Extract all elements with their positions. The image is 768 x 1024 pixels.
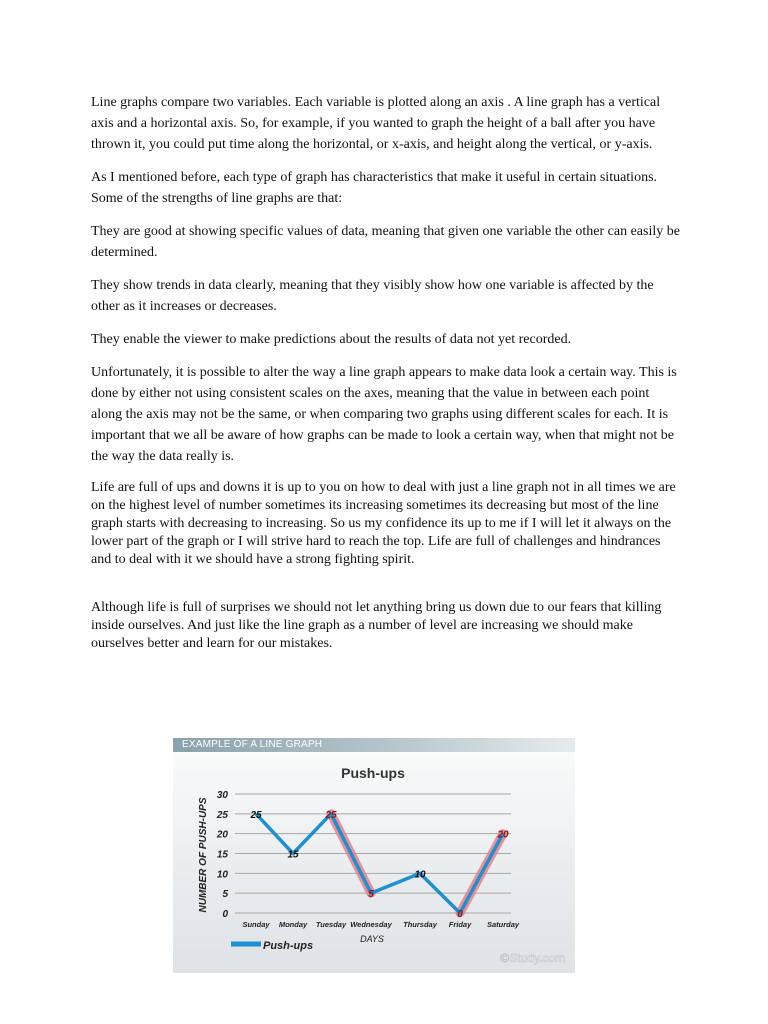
x-axis-label: DAYS bbox=[360, 934, 384, 944]
study-com-watermark: ©Study.com bbox=[500, 951, 565, 965]
y-tick-label: 15 bbox=[216, 849, 228, 861]
data-label: 15 bbox=[287, 849, 299, 861]
figure-banner-text: EXAMPLE OF A LINE GRAPH bbox=[182, 739, 323, 750]
y-tick-label: 30 bbox=[216, 790, 228, 801]
y-tick-label: 10 bbox=[216, 869, 228, 881]
y-tick-label: 5 bbox=[222, 889, 228, 901]
paragraph-strength-trends: They show trends in data clearly, meaning that they visibly show how one variable is affected by the other as it increases or decreases. bbox=[91, 278, 654, 314]
paragraph-life-surprises: Although life is full of surprises we should not let anything bring us down due to our fears that killing inside ourselves. And just like the line graph as a number of level are increasing we should make ourselves better and learn for our mistakes. bbox=[91, 600, 662, 651]
y-axis-label: NUMBER OF PUSH-UPS bbox=[198, 797, 209, 913]
x-tick-label: Saturday bbox=[486, 920, 520, 929]
data-label: 5 bbox=[368, 889, 374, 901]
legend-label: Push-ups bbox=[263, 940, 314, 952]
paragraph-strength-specific-values: They are good at showing specific values of data, meaning that given one variable the other can easily be determined. bbox=[91, 224, 680, 260]
x-tick-label: Tuesday bbox=[315, 920, 347, 929]
paragraph-misleading-scales: Unfortunately, it is possible to alter the way a line graph appears to make data look a certain way. This is done by either not using consistent scales on the axes, meaning that the value in between each point along the axis may not be the same, or when comparing two graphs using different scales for each. It is important that we all be aware of how graphs can be made to look a certain way, when that might not be the way the data really is. bbox=[91, 365, 677, 464]
paragraph-life-ups-downs: Life are full of ups and downs it is up to you on how to deal with just a line graph not in all times we are on the highest level of number sometimes its increasing sometimes its decreasing but most of the line graph starts with decreasing to increasing. So us my confidence its up to me if I will let it always on the lower part of the graph or I will strive hard to reach the top. Life are full of challenges and hindrances and to deal with it we should have a strong fighting spirit. bbox=[91, 480, 676, 567]
data-label: 25 bbox=[250, 809, 262, 821]
data-label: 0 bbox=[457, 909, 463, 920]
x-tick-label: Sunday bbox=[242, 920, 270, 929]
data-label: 20 bbox=[497, 829, 509, 841]
data-label: 10 bbox=[414, 869, 426, 881]
y-tick-label: 25 bbox=[216, 809, 228, 821]
x-tick-label: Wednesday bbox=[350, 920, 392, 929]
x-tick-label: Thursday bbox=[403, 920, 437, 929]
chart-title: Push-ups bbox=[341, 765, 405, 781]
y-tick-label: 0 bbox=[222, 909, 228, 920]
document-body bbox=[91, 92, 681, 665]
x-tick-label: Monday bbox=[278, 920, 308, 929]
line-chart bbox=[173, 738, 575, 973]
y-tick-label: 20 bbox=[216, 829, 228, 841]
paragraph-strengths-intro: As I mentioned before, each type of graph has characteristics that make it useful in certain situations. Some of the strengths of line graphs are that: bbox=[91, 170, 658, 206]
paragraph-line-graph-intro: Line graphs compare two variables. Each variable is plotted along an axis . A line graph has a vertical axis and a horizontal axis. So, for example, if you wanted to graph the height of a ball after you have thrown it, you could put time along the horizontal, or x-axis, and height along the vertical, or y-axis. bbox=[91, 95, 661, 152]
data-label: 25 bbox=[325, 809, 337, 821]
x-tick-label: Friday bbox=[448, 920, 472, 929]
line-graph-figure bbox=[173, 738, 575, 973]
paragraph-strength-predictions: They enable the viewer to make predictions about the results of data not yet recorded. bbox=[91, 332, 572, 347]
